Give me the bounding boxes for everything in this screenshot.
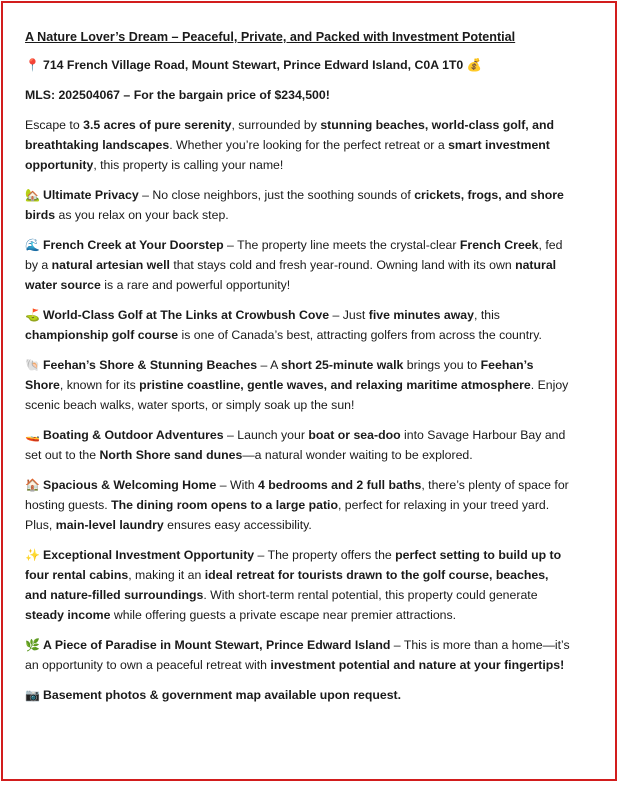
feature-text: ensures easy accessibility. <box>163 518 312 532</box>
feature-bold-text: natural water source <box>25 258 557 292</box>
feature-heading: French Creek at Your Doorstep <box>43 238 224 252</box>
feature-paragraph <box>25 305 573 345</box>
intro-text: , this property is calling your name! <box>93 158 284 172</box>
feature-bold-text: championship golf course <box>25 328 179 342</box>
intro-bold: smart investment opportunity <box>25 138 550 172</box>
feature-text: into Savage Harbour Bay and set out to the <box>25 428 566 462</box>
mls-text: MLS: 202504067 – For the bargain price of $234,500! <box>25 88 330 102</box>
feature-bold-text: five minutes away <box>368 308 474 322</box>
feature-bold-text: French Creek <box>459 238 539 252</box>
feature-heading: World-Class Golf at The Links at Crowbush Cove <box>43 308 330 322</box>
listing-document <box>25 27 573 715</box>
feature-text: , known for its <box>59 378 140 392</box>
pin-icon: 📍 <box>25 58 40 72</box>
feature-heading: Spacious & Welcoming Home <box>43 478 217 492</box>
feature-bold-text: natural artesian well <box>51 258 170 272</box>
feature-text: , fed by a <box>25 238 563 272</box>
address-line <box>25 55 573 75</box>
feature-paragraph <box>25 355 573 415</box>
home-icon: 🏠 <box>25 478 40 492</box>
feature-heading: A Piece of Paradise in Mount Stewart, Prince Edward Island <box>43 638 391 652</box>
feature-paragraph <box>25 475 573 535</box>
feature-heading: Boating & Outdoor Adventures <box>43 428 224 442</box>
house-trees-icon: 🏡 <box>25 188 40 202</box>
money-bag-icon: 💰 <box>466 58 482 72</box>
feature-heading: Ultimate Privacy <box>43 188 139 202</box>
feature-text: – The property line meets the crystal-clear <box>223 238 460 252</box>
feature-bold-text: North Shore sand dunes <box>99 448 243 462</box>
feature-bold-text: crickets, frogs, and shore birds <box>25 188 564 222</box>
feature-paragraph <box>25 425 573 465</box>
feature-bold-text: boat or sea-doo <box>308 428 401 442</box>
feature-bold-text: The dining room opens to a large patio <box>111 498 338 512</box>
boat-icon: 🚤 <box>25 428 40 442</box>
feature-text: – No close neighbors, just the soothing sounds of <box>138 188 415 202</box>
feature-text: – This is more than a home—it’s an opportunity to own a peaceful retreat with <box>25 638 570 672</box>
feature-text: – With <box>216 478 259 492</box>
shell-icon: 🐚 <box>25 358 40 372</box>
feature-text: – Just <box>329 308 369 322</box>
feature-text: , this <box>473 308 500 322</box>
feature-bold-text: short 25-minute walk <box>281 358 404 372</box>
intro-text: . Whether you’re looking for the perfect retreat or a <box>169 138 449 152</box>
golf-flag-icon: ⛳ <box>25 308 40 322</box>
feature-text: . With short-term rental potential, this property could generate <box>203 588 538 602</box>
feature-text: —a natural wonder waiting to be explored. <box>242 448 473 462</box>
feature-heading: Feehan’s Shore & Stunning Beaches <box>43 358 258 372</box>
feature-bold-text: Feehan’s Shore <box>25 358 534 392</box>
feature-paragraph <box>25 185 573 225</box>
feature-text: is a rare and powerful opportunity! <box>100 278 291 292</box>
feature-text: – A <box>257 358 282 372</box>
feature-text: , there’s plenty of space for hosting guests. <box>25 478 569 512</box>
feature-sections <box>25 185 573 705</box>
feature-text: as you relax on your back step. <box>55 208 229 222</box>
wave-icon: 🌊 <box>25 238 40 252</box>
intro-bold: stunning beaches, world-class golf, and breathtaking landscapes <box>25 118 554 152</box>
address-text: 714 French Village Road, Mount Stewart, Prince Edward Island, C0A 1T0 <box>43 58 464 72</box>
feature-text: brings you to <box>403 358 481 372</box>
feature-bold-text: main-level laundry <box>55 518 164 532</box>
feature-text: is one of Canada’s best, attracting golfers from across the country. <box>178 328 542 342</box>
feature-text: while offering guests a private escape near premier attractions. <box>110 608 457 622</box>
feature-text: that stays cold and fresh year-round. Owning land with its own <box>169 258 516 272</box>
feature-text: , making it an <box>128 568 205 582</box>
feature-bold-text: investment potential and nature at your fingertips! <box>270 658 565 672</box>
feature-bold-text: 4 bedrooms and 2 full baths <box>258 478 422 492</box>
feature-text: – The property offers the <box>254 548 396 562</box>
feature-text: , perfect for relaxing in your treed yard. Plus, <box>25 498 550 532</box>
feature-bold-text: perfect setting to build up to four rental cabins <box>25 548 562 582</box>
feature-bold-text: pristine coastline, gentle waves, and relaxing maritime atmosphere <box>139 378 531 392</box>
sparkle-icon: ✨ <box>25 548 40 562</box>
feature-paragraph <box>25 685 573 705</box>
intro-bold: 3.5 acres of pure serenity <box>83 118 232 132</box>
feature-text: . Enjoy scenic beach walks, water sports, or simply soak up the sun! <box>25 378 569 412</box>
feature-heading: Basement photos & government map available upon request. <box>43 688 402 702</box>
feature-paragraph <box>25 635 573 675</box>
feature-heading: Exceptional Investment Opportunity <box>43 548 255 562</box>
leaf-icon: 🌿 <box>25 638 40 652</box>
intro-paragraph <box>25 115 573 175</box>
feature-bold-text: steady income <box>25 608 111 622</box>
camera-icon: 📷 <box>25 688 40 702</box>
listing-title: A Nature Lover’s Dream – Peaceful, Private, and Packed with Investment Potential <box>25 30 516 44</box>
intro-text: Escape to <box>25 118 84 132</box>
mls-line <box>25 85 573 105</box>
intro-text: , surrounded by <box>231 118 321 132</box>
feature-text: – Launch your <box>223 428 309 442</box>
feature-bold-text: ideal retreat for tourists drawn to the golf course, beaches, and nature-filled surroundings <box>25 568 549 602</box>
feature-paragraph <box>25 545 573 625</box>
feature-paragraph <box>25 235 573 295</box>
